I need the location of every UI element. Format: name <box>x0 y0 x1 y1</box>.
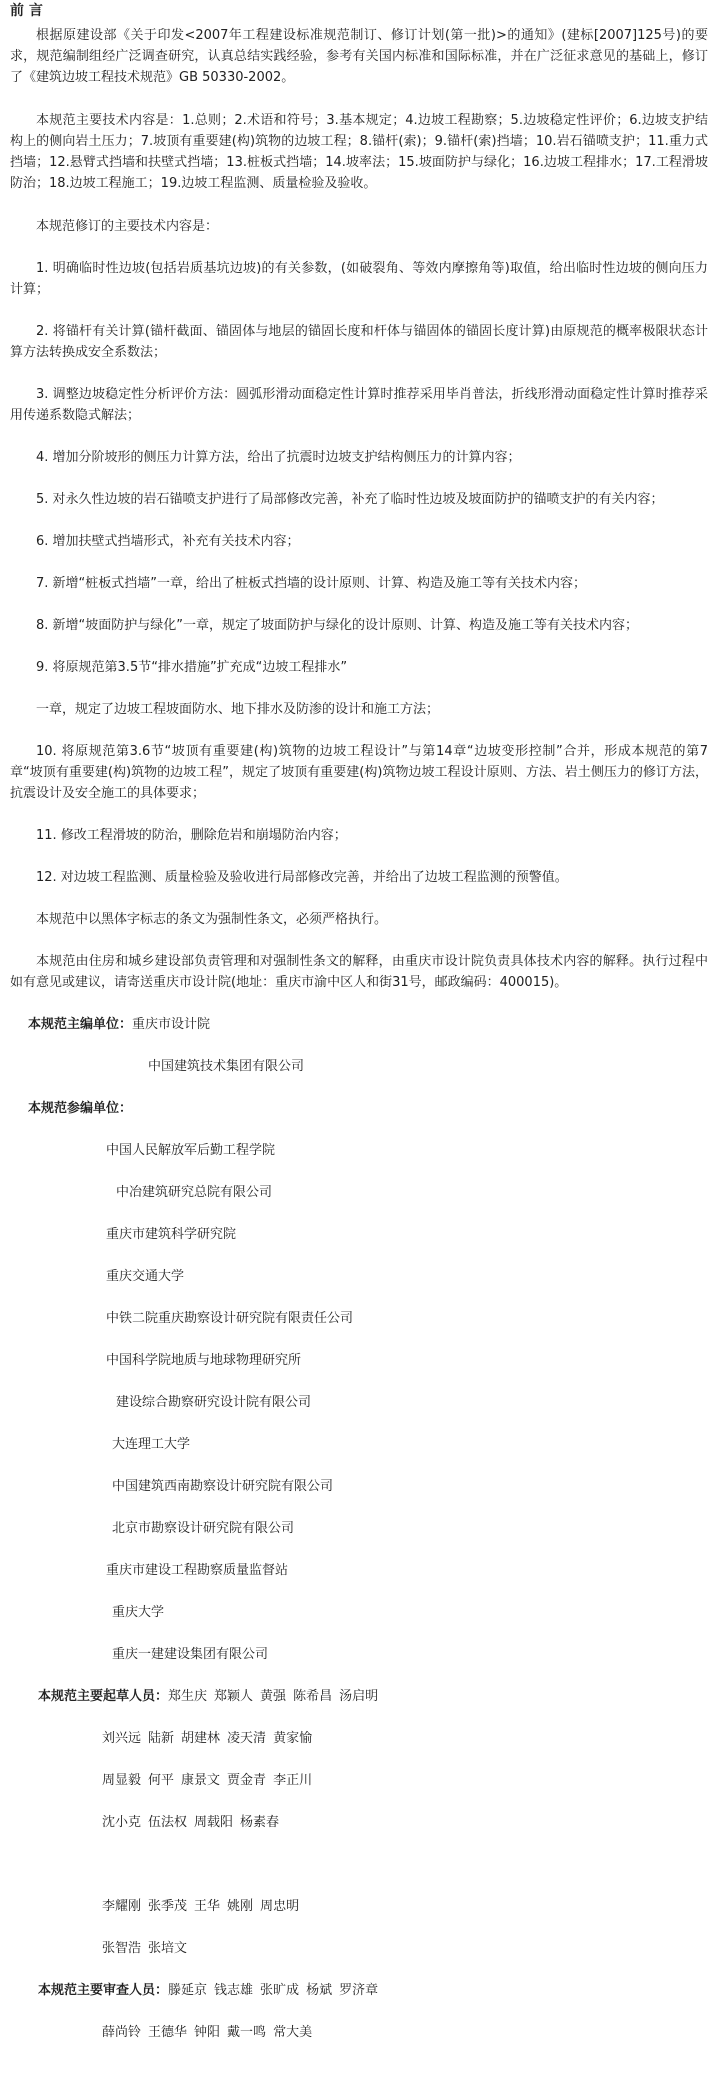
person-name: 伍法权 <box>148 1815 188 1830</box>
person-name: 罗济章 <box>339 1983 379 1998</box>
drafters-row <box>102 1812 708 1833</box>
drafters-row <box>38 1686 708 1707</box>
paragraph: 8. 新增“坡面防护与绿化”一章，规定了坡面防护与绿化的设计原则、计算、构造及施工等有关技术内容； <box>36 618 639 633</box>
person-name: 康景文 <box>181 1773 221 1788</box>
unit-name: 重庆大学 <box>112 1605 165 1620</box>
person-name: 张智浩 <box>102 1941 142 1956</box>
unit-name: 中铁二院重庆勘察设计研究院有限责任公司 <box>106 1311 354 1326</box>
person-name: 周忠明 <box>260 1899 300 1914</box>
unit-name: 中国人民解放军后勤工程学院 <box>106 1143 276 1158</box>
paragraph: 一章，规定了边坡工程坡面防水、地下排水及防渗的设计和施工方法； <box>36 702 440 717</box>
chief-units-row <box>28 1014 708 1035</box>
person-name: 周载阳 <box>194 1815 234 1830</box>
paragraph: 7. 新增“桩板式挡墙”一章，给出了桩板式挡墙的设计原则、计算、构造及施工等有关技术内容； <box>36 576 587 591</box>
drafters-row <box>102 1770 708 1791</box>
unit-name: 重庆市建设工程勘察质量监督站 <box>106 1563 289 1578</box>
reviewers-row <box>38 1980 708 2001</box>
paragraph: 本规范主要技术内容是：1.总则；2.术语和符号；3.基本规定；4.边坡工程勘察；5.边坡稳定性评价；6.边坡支护结构上的侧向岩土压力；7.坡顶有重要建(构)筑物的边坡工程；8.锚杆(索)；9.锚杆(索)挡墙；10.岩石锚喷支护；11.重力式挡墙；12.悬臂式挡墙和扶壁式挡墙；13.桩板式挡墙；14.坡率法；15.坡面防护与绿化；16.边坡工程排水；17.工程滑坡防治；18.边坡工程施工；19.边坡工程监测、质量检验及验收。 <box>10 113 708 191</box>
person-name: 陈希昌 <box>293 1689 333 1704</box>
person-name: 黄强 <box>260 1689 287 1704</box>
unit-name: 重庆市建筑科学研究院 <box>106 1227 237 1242</box>
unit-name: 建设综合勘察研究设计院有限公司 <box>116 1395 312 1410</box>
chief-units-label: 本规范主编单位： <box>28 1017 133 1032</box>
person-name: 常大美 <box>273 2025 313 2040</box>
person-name: 李耀刚 <box>102 1899 142 1914</box>
paragraph: 12. 对边坡工程监测、质量检验及验收进行局部修改完善，并给出了边坡工程监测的预警值。 <box>36 870 568 885</box>
person-name: 钱志雄 <box>214 1983 254 1998</box>
person-name: 胡建林 <box>181 1731 221 1746</box>
drafters-row <box>102 1938 708 1959</box>
person-name: 姚刚 <box>227 1899 254 1914</box>
person-name: 王德华 <box>148 2025 188 2040</box>
person-name: 王华 <box>194 1899 221 1914</box>
person-name: 黄家愉 <box>273 1731 313 1746</box>
person-name: 张季茂 <box>148 1899 188 1914</box>
person-name: 郑颖人 <box>214 1689 254 1704</box>
person-name: 沈小克 <box>102 1815 142 1830</box>
paragraph: 本规范由住房和城乡建设部负责管理和对强制性条文的解释，由重庆市设计院负责具体技术内容的解释。执行过程中如有意见或建议，请寄送重庆市设计院(地址：重庆市渝中区人和街31号，邮政编码：400015)。 <box>10 954 708 990</box>
paragraph: 根据原建设部《关于印发<2007年工程建设标准规范制订、修订计划(第一批)>的通知》(建标[2007]125号)的要求，规范编制组经广泛调查研究，认真总结实践经验，参考有关国内标准和国际标准，并在广泛征求意见的基础上，修订了《建筑边坡工程技术规范》GB 50330-2002。 <box>10 28 708 85</box>
paragraph: 10. 将原规范第3.6节“坡顶有重要建(构)筑物的边坡工程设计”与第14章“边坡变形控制”合并，形成本规范的第7章“坡顶有重要建(构)筑物的边坡工程”，规定了坡顶有重要建(构)筑物边坡工程设计原则、方法、岩土侧压力的修订方法，抗震设计及安全施工的具体要求； <box>10 744 708 801</box>
unit-name: 重庆交通大学 <box>106 1269 185 1284</box>
person-name: 杨斌 <box>306 1983 333 1998</box>
person-name: 何平 <box>148 1773 175 1788</box>
person-name: 周显毅 <box>102 1773 142 1788</box>
person-name: 张培文 <box>148 1941 188 1956</box>
unit-name: 重庆市设计院 <box>132 1017 211 1032</box>
paragraph: 2. 将锚杆有关计算(锚杆截面、锚固体与地层的锚固长度和杆体与锚固体的锚固长度计算)由原规范的概率极限状态计算方法转换成安全系数法； <box>10 324 708 360</box>
drafters-row <box>102 1896 708 1917</box>
paragraph: 1. 明确临时性边坡(包括岩质基坑边坡)的有关参数，(如破裂角、等效内摩擦角等)取值，给出临时性边坡的侧向压力计算； <box>10 261 708 297</box>
drafters-label: 本规范主要起草人员： <box>38 1689 169 1704</box>
unit-name: 北京市勘察设计研究院有限公司 <box>112 1521 295 1536</box>
paragraph: 9. 将原规范第3.5节“排水措施”扩充成“边坡工程排水” <box>36 660 348 675</box>
person-name: 贾金青 <box>227 1773 267 1788</box>
drafters-row <box>102 1728 708 1749</box>
person-name: 陆新 <box>148 1731 175 1746</box>
paragraph: 本规范中以黑体字标志的条文为强制性条文，必须严格执行。 <box>36 912 388 927</box>
unit-name: 中国建筑技术集团有限公司 <box>148 1059 305 1074</box>
reviewers-row <box>102 2022 708 2043</box>
person-name: 李正川 <box>273 1773 313 1788</box>
reviewers-label: 本规范主要审查人员： <box>38 1983 169 1998</box>
unit-name: 中国建筑西南勘察设计研究院有限公司 <box>112 1479 334 1494</box>
paragraph: 6. 增加扶壁式挡墙形式，补充有关技术内容； <box>36 534 300 549</box>
page-title: 前 言 <box>10 3 43 19</box>
person-name: 郑生庆 <box>168 1689 208 1704</box>
unit-name: 中国科学院地质与地球物理研究所 <box>106 1353 302 1368</box>
person-name: 凌天清 <box>227 1731 267 1746</box>
unit-name: 重庆一建建设集团有限公司 <box>112 1647 269 1662</box>
paragraph: 4. 增加分阶坡形的侧压力计算方法，给出了抗震时边坡支护结构侧压力的计算内容； <box>36 450 521 465</box>
person-name: 戴一鸣 <box>227 2025 267 2040</box>
unit-name: 中冶建筑研究总院有限公司 <box>116 1185 273 1200</box>
person-name: 滕延京 <box>168 1983 208 1998</box>
person-name: 汤启明 <box>339 1689 379 1704</box>
person-name: 薛尚铃 <box>102 2025 142 2040</box>
person-name: 杨素春 <box>240 1815 280 1830</box>
person-name: 钟阳 <box>194 2025 221 2040</box>
unit-name: 大连理工大学 <box>112 1437 191 1452</box>
paragraph: 11. 修改工程滑坡的防治，删除危岩和崩塌防治内容； <box>36 828 347 843</box>
person-name: 刘兴远 <box>102 1731 142 1746</box>
paragraph: 5. 对永久性边坡的岩石锚喷支护进行了局部修改完善，补充了临时性边坡及坡面防护的锚喷支护的有关内容； <box>36 492 664 507</box>
person-name: 张旷成 <box>260 1983 300 1998</box>
participating-units-label: 本规范参编单位： <box>28 1101 133 1116</box>
paragraph: 3. 调整边坡稳定性分析评价方法：圆弧形滑动面稳定性计算时推荐采用毕肖普法，折线形滑动面稳定性计算时推荐采用传递系数隐式解法； <box>10 387 708 423</box>
paragraph: 本规范修订的主要技术内容是： <box>36 219 219 234</box>
